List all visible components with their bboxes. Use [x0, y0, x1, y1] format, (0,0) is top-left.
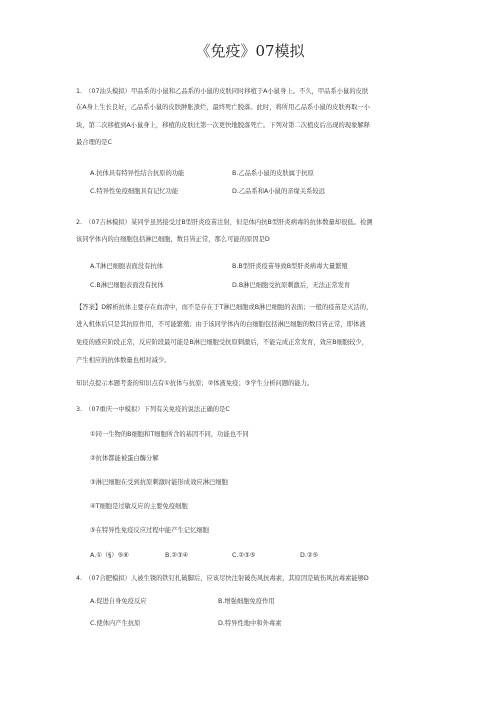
q1-option-b: B.乙品系小鼠的皮肤属于抗原	[232, 170, 314, 177]
q1-option-d: D.乙品系和A小鼠的亲缘关系较远	[232, 188, 326, 195]
q1-line: 块，第二次移植到A小鼠身上，移植的皮肤比第一次更快地脱落死亡。下列对第二次植皮后出现的现象解释	[76, 122, 370, 129]
q1-option-c: C.特异性免疫细胞具有记忆功能	[90, 188, 179, 195]
page-title: 《免疫》07模拟	[195, 42, 305, 60]
q3-item: ③淋巴细胞在受到抗原刺激时能形成效应淋巴细胞	[90, 479, 228, 486]
q3-option-b: B.②③④	[165, 552, 189, 559]
q3-option-a: A.①（§）⑤⑥	[90, 552, 129, 559]
q3-item: ④T细胞是过敏反应的主要免疫细胞	[90, 503, 188, 510]
q2-option-c: C.B淋巴细胞表面没有抗体	[90, 282, 164, 289]
q2-answer-line: 免疫的感应阶段正常，反应阶段最可能是B淋巴细胞受抗原刺激后，不能完成正常发育，效应B细胞较少，	[76, 339, 368, 346]
q2-line: 该同学体内的白细胞包括淋巴细胞，数目皆正常，那么可能的原因是D	[76, 236, 270, 243]
q4-option-b: B.增强细胞免疫作用	[218, 598, 275, 605]
q2-knowledge-note: 知识点提示本题考查的知识点有①抗体与抗原；②体液免疫；③学生分析问题的能力。	[76, 380, 314, 387]
q3-item: ⑤在特异性免疫反应过程中能产生记忆细胞	[90, 527, 209, 534]
q3-option-c: C.②③⑤	[232, 552, 256, 559]
q3-option-d: D.②⑤	[300, 552, 319, 559]
q2-option-a: A.T淋巴细胞表面没有抗体	[90, 263, 164, 270]
q4-stem: 4. （07合肥模拟）人被生锈的铁钉扎破脚后，应该尽快注射破伤风抗毒素，其原因是破伤风抗毒素能够D	[76, 575, 369, 582]
q2-answer-line: 产生相应的抗体数量也相对减少。	[76, 357, 171, 364]
q2-answer-line: 【答案】D解析抗体主要存在血清中，而不是存在于T淋巴细胞或B淋巴细胞的表面；一般的疫苗是灭活的，	[76, 304, 373, 311]
q1-line: 1. （07汕头模拟）甲品系的小鼠和乙品系的小鼠的皮肤同时移植于A小鼠身上。不久，甲品系小鼠的皮肤	[76, 88, 369, 95]
q1-line: 最合理的是C	[76, 139, 112, 146]
q1-option-a: A.抗体具有特异性结合抗原的功能	[90, 170, 185, 177]
q3-item: ②抗体都能被蛋白酶分解	[90, 455, 159, 462]
q2-answer-line: 进入机体后只是其抗原作用，不可能繁殖；由于该同学体内的白细胞包括淋巴细胞的数目皆正常，即体液	[76, 321, 366, 328]
q4-option-d: D.特异性地中和外毒素	[218, 620, 282, 627]
q3-stem: 3. （07重庆一中模拟）下列有关免疫的说法正确的是C	[76, 406, 230, 413]
q2-line: 2. （07吉林模拟）某同学虽然接受过B型肝炎疫苗注射，但是体内抗B型肝炎病毒的抗体数量却很低。检测	[76, 219, 373, 226]
q3-item: ①同一生物的B细胞和T细胞所含的基因不同，功能也不同	[90, 431, 249, 438]
q2-option-b: B.B型肝炎疫苗导致B型肝炎病毒大量繁殖	[232, 263, 348, 270]
q4-option-c: C.使体内产生抗原	[90, 620, 141, 627]
q1-line: 在A身上生长良好，乙品系小鼠的皮肤肿胀溃烂，最终死亡脱落。此时，将所用乙品系小鼠的皮肤再取一小	[76, 104, 370, 111]
q2-option-d: D.B淋巴细胞受抗原刺激后，无法正常发育	[232, 282, 351, 289]
q4-option-a: A.促进自身免疫反应	[90, 598, 147, 605]
